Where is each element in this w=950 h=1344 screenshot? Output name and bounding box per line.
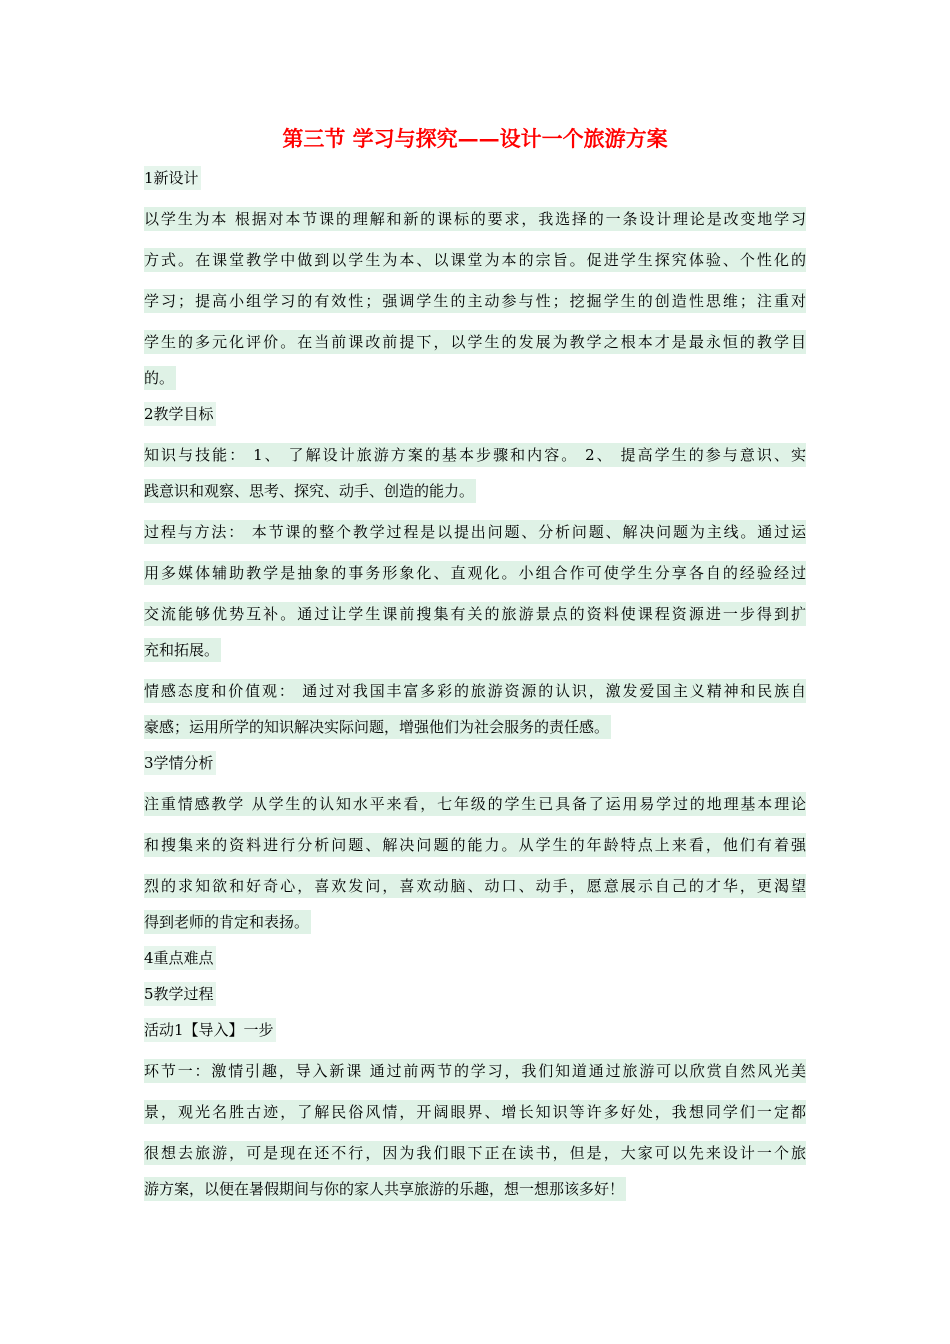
- line-text: 豪感；运用所学的知识解决实际问题，增强他们为社会服务的责任感。: [144, 715, 611, 739]
- line-text: 5教学过程: [144, 982, 216, 1006]
- paragraph-line: [144, 317, 806, 358]
- line-text: 活动1【导入】一步: [144, 1018, 276, 1042]
- paragraph-line: [144, 430, 806, 471]
- paragraph-line: [144, 358, 806, 394]
- line-text: 的。: [144, 366, 176, 390]
- line-text: 方式。在课堂教学中做到以学生为本、以课堂为本的宗旨。促进学生探究体验、个性化的: [144, 248, 806, 272]
- paragraph-line: [144, 235, 806, 276]
- paragraph-line: [144, 507, 806, 548]
- paragraph-line: [144, 820, 806, 861]
- paragraph-line: [144, 666, 806, 707]
- paragraph-line: [144, 1169, 806, 1205]
- section-heading: [144, 974, 806, 1010]
- section-heading: [144, 743, 806, 779]
- line-text: 注重情感教学 从学生的认知水平来看，七年级的学生已具备了运用易学过的地理基本理论: [144, 792, 806, 816]
- paragraph-line: [144, 707, 806, 743]
- line-text: 过程与方法： 本节课的整个教学过程是以提出问题、分析问题、解决问题为主线。通过运: [144, 520, 806, 544]
- paragraph-line: [144, 902, 806, 938]
- line-text: 学习；提高小组学习的有效性；强调学生的主动参与性；挖掘学生的创造性思维；注重对: [144, 289, 806, 313]
- paragraph-line: [144, 861, 806, 902]
- line-text: 情感态度和价值观： 通过对我国丰富多彩的旅游资源的认识，激发爱国主义精神和民族自: [144, 679, 806, 703]
- line-text: 学生的多元化评价。在当前课改前提下，以学生的发展为教学之根本才是最永恒的教学目: [144, 330, 806, 354]
- line-text: 践意识和观察、思考、探究、动手、创造的能力。: [144, 479, 476, 503]
- section-heading: [144, 158, 806, 194]
- line-text: 充和拓展。: [144, 638, 221, 662]
- line-text: 4重点难点: [144, 946, 216, 970]
- paragraph-line: [144, 471, 806, 507]
- line-text: 交流能够优势互补。通过让学生课前搜集有关的旅游景点的资料使课程资源进一步得到扩: [144, 602, 806, 626]
- paragraph-line: [144, 1046, 806, 1087]
- line-text: 很想去旅游，可是现在还不行，因为我们眼下正在读书，但是，大家可以先来设计一个旅: [144, 1141, 806, 1165]
- paragraph-line: [144, 630, 806, 666]
- line-text: 烈的求知欲和好奇心，喜欢发问，喜欢动脑、动口、动手，愿意展示自己的才华，更渴望: [144, 874, 806, 898]
- paragraph-line: [144, 1128, 806, 1169]
- document-body: [144, 158, 806, 1205]
- paragraph-line: [144, 276, 806, 317]
- line-text: 2教学目标: [144, 402, 216, 426]
- line-text: 景，观光名胜古迹，了解民俗风情，开阔眼界、增长知识等许多好处，我想同学们一定都: [144, 1100, 806, 1124]
- line-text: 3学情分析: [144, 751, 216, 775]
- line-text: 知识与技能： 1、 了解设计旅游方案的基本步骤和内容。 2、 提高学生的参与意识、实: [144, 443, 806, 467]
- paragraph-line: [144, 548, 806, 589]
- section-heading: [144, 938, 806, 974]
- section-heading: [144, 394, 806, 430]
- line-text: 用多媒体辅助教学是抽象的事务形象化、直观化。小组合作可使学生分享各自的经验经过: [144, 561, 806, 585]
- document-title: 第三节 学习与探究——设计一个旅游方案: [282, 126, 668, 151]
- line-text: 和搜集来的资料进行分析问题、解决问题的能力。从学生的年龄特点上来看，他们有着强: [144, 833, 806, 857]
- line-text: 1新设计: [144, 166, 201, 190]
- section-heading: [144, 1010, 806, 1046]
- paragraph-line: [144, 779, 806, 820]
- line-text: 以学生为本 根据对本节课的理解和新的课标的要求，我选择的一条设计理论是改变地学习: [144, 207, 806, 231]
- line-text: 游方案，以便在暑假期间与你的家人共享旅游的乐趣，想一想那该多好！: [144, 1177, 626, 1201]
- line-text: 环节一：激情引趣，导入新课 通过前两节的学习，我们知道通过旅游可以欣赏自然风光美: [144, 1059, 806, 1083]
- paragraph-line: [144, 194, 806, 235]
- paragraph-line: [144, 1087, 806, 1128]
- paragraph-line: [144, 589, 806, 630]
- line-text: 得到老师的肯定和表扬。: [144, 910, 311, 934]
